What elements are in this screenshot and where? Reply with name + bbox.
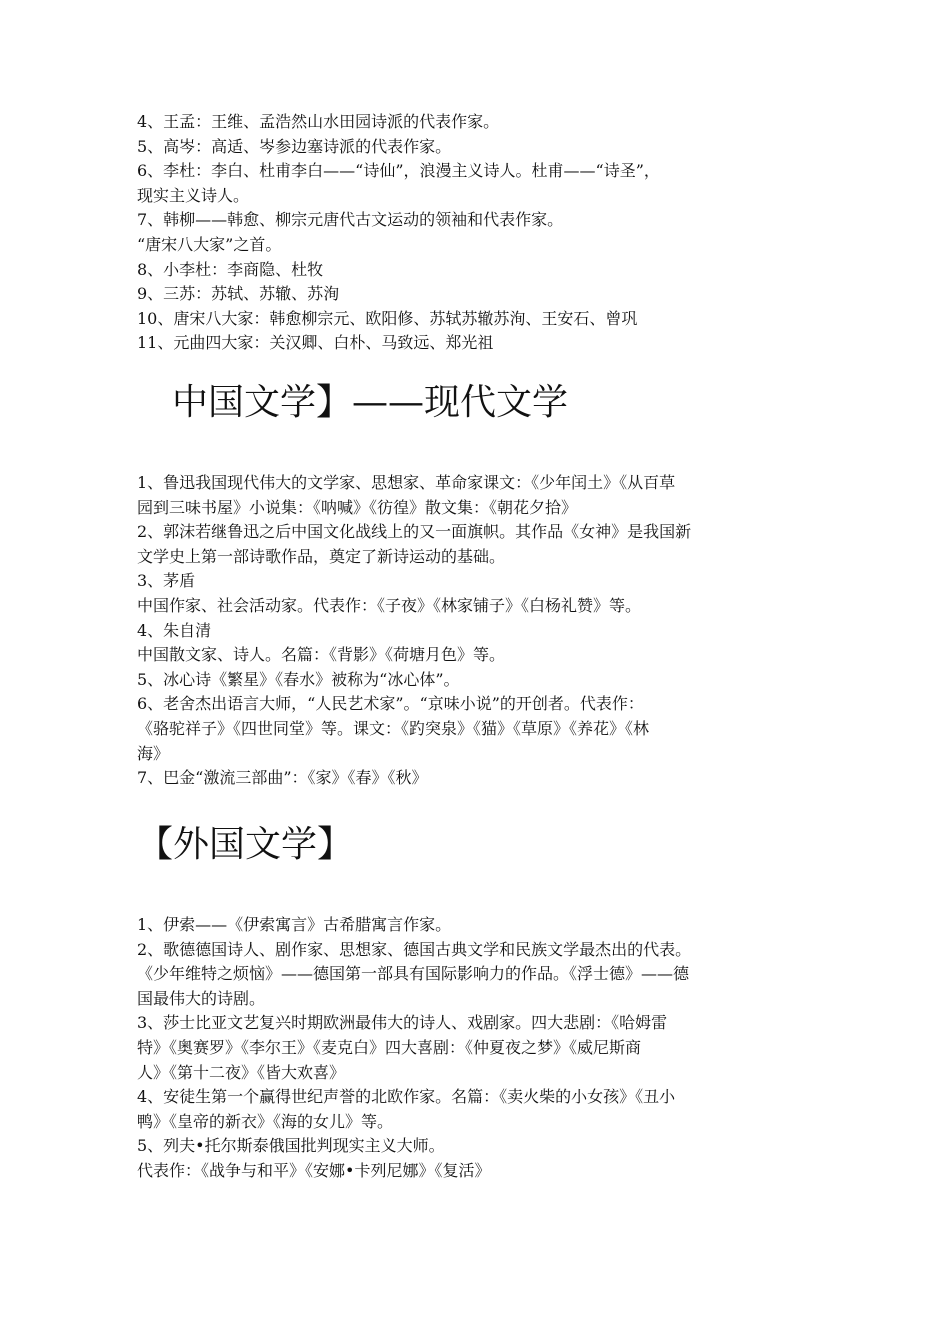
text-line: 1、鲁迅我国现代伟大的文学家、思想家、革命家课文：《少年闰土》《从百草 — [137, 473, 676, 492]
text-line: 5、冰心诗《繁星》《春水》被称为“冰心体”。 — [137, 669, 460, 689]
text-line: 现实主义诗人。 — [137, 185, 250, 205]
text-line: 海》 — [137, 743, 170, 763]
text-line: 8、小李杜：李商隐、杜牧 — [137, 259, 324, 279]
text-line: 9、三苏：苏轼、苏辙、苏洵 — [137, 284, 340, 304]
text-line: 中国作家、社会活动家。代表作：《子夜》《林家铺子》《白杨礼赞》等。 — [137, 595, 642, 615]
text-line: 3、茅盾 — [137, 571, 196, 591]
modern-literature-heading: 中国文学】——现代文学 — [172, 382, 569, 423]
text-line: 6、老舍杰出语言大师，“人民艺术家”。“京味小说”的开创者。代表作： — [137, 694, 644, 714]
text-line: 1、伊索——《伊索寓言》古希腊寓言作家。 — [137, 915, 452, 934]
text-line: 10、唐宋八大家：韩愈柳宗元、欧阳修、苏轼苏辙苏洵、王安石、曾巩 — [137, 308, 638, 328]
text-line: 2、歌德德国诗人、剧作家、思想家、德国古典文学和民族文学最杰出的代表。 — [137, 939, 692, 959]
foreign-literature-heading: 【外国文学】 — [137, 824, 354, 865]
text-line: 《少年维特之烦恼》——德国第一部具有国际影响力的作品。《浮士德》——德 — [137, 964, 690, 984]
foreign-literature-section — [137, 913, 827, 1184]
text-line: 6、李杜：李白、杜甫李白——“诗仙”，浪漫主义诗人。杜甫——“诗圣”， — [137, 161, 660, 181]
text-line: 代表作：《战争与和平》《安娜•卡列尼娜》《复活》 — [137, 1160, 491, 1180]
text-line: 5、高岑：高适、岑参边塞诗派的代表作家。 — [137, 136, 452, 156]
text-line: 园到三味书屋》小说集：《呐喊》《彷徨》散文集：《朝花夕拾》 — [137, 497, 578, 517]
text-line: 国最伟大的诗剧。 — [137, 988, 266, 1008]
text-line: 文学史上第一部诗歌作品，奠定了新诗运动的基础。 — [137, 546, 506, 566]
text-line: “唐宋八大家”之首。 — [137, 234, 282, 254]
text-line: 7、韩柳——韩愈、柳宗元唐代古文运动的领袖和代表作家。 — [137, 210, 564, 230]
text-line: 3、莎士比亚文艺复兴时期欧洲最伟大的诗人、戏剧家。四大悲剧：《哈姆雷 — [137, 1013, 668, 1033]
text-line: 特》《奥赛罗》《李尔王》《麦克白》四大喜剧：《仲夏夜之梦》《威尼斯商 — [137, 1037, 642, 1057]
text-line: 11、元曲四大家：关汉卿、白朴、马致远、郑光祖 — [137, 333, 494, 353]
text-line: 7、巴金“激流三部曲”：《家》《春》《秋》 — [137, 768, 428, 788]
text-line: 5、列夫•托尔斯泰俄国批判现实主义大师。 — [137, 1136, 445, 1156]
text-line: 4、王孟：王维、孟浩然山水田园诗派的代表作家。 — [137, 112, 500, 131]
modern-literature-section — [137, 471, 827, 791]
text-line: 4、安徒生第一个赢得世纪声誉的北欧作家。名篇：《卖火柴的小女孩》《丑小 — [137, 1087, 676, 1107]
ancient-literature-section — [137, 110, 827, 356]
text-line: 《骆驼祥子》《四世同堂》等。课文：《趵突泉》《猫》《草原》《养花》《林 — [137, 718, 650, 738]
text-line: 中国散文家、诗人。名篇：《背影》《荷塘月色》等。 — [137, 645, 506, 665]
text-line: 4、朱自清 — [137, 620, 212, 640]
text-line: 2、郭沫若继鲁迅之后中国文化战线上的又一面旗帜。其作品《女神》是我国新 — [137, 522, 692, 542]
text-line: 鸭》《皇帝的新衣》《海的女儿》等。 — [137, 1111, 394, 1131]
text-line: 人》《第十二夜》《皆大欢喜》 — [137, 1062, 346, 1082]
